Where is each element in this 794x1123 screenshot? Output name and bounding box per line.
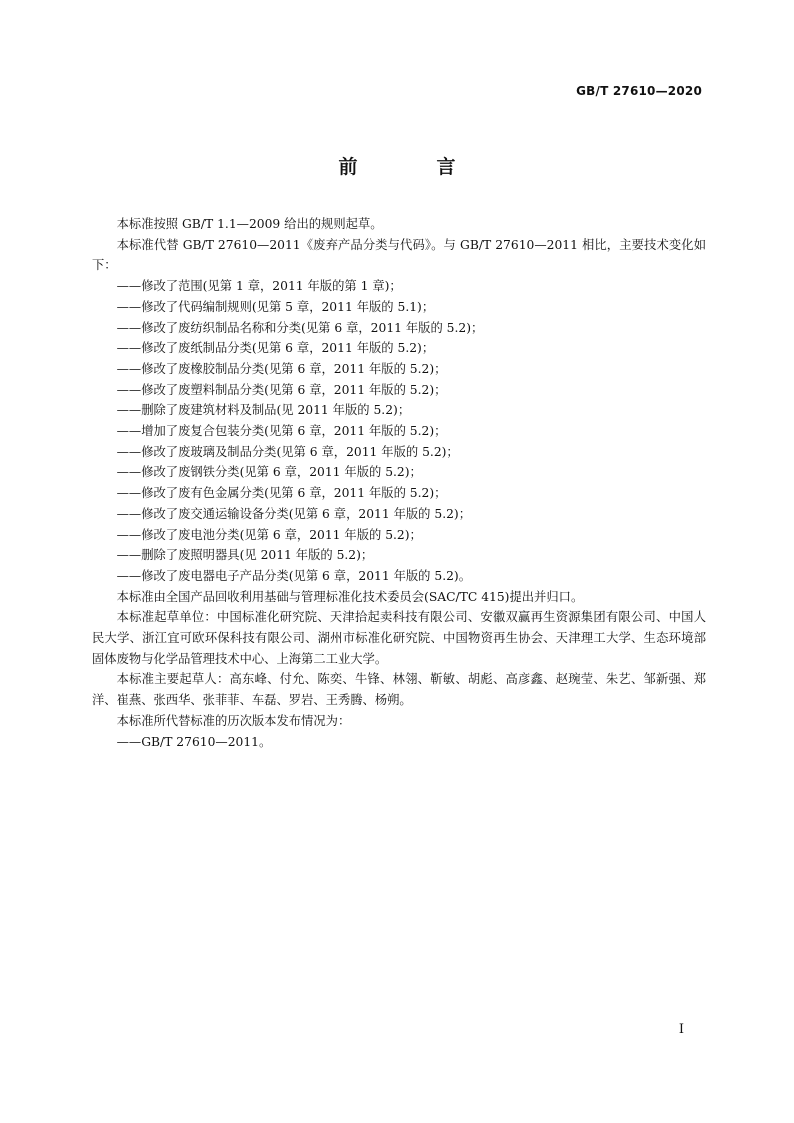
list-item: ——修改了废橡胶制品分类(见第 6 章，2011 年版的 5.2)； (116, 361, 447, 376)
foreword-body (92, 214, 706, 752)
paragraph-proposer: 本标准由全国产品回收利用基础与管理标准化技术委员会(SAC/TC 415)提出并归口。 (116, 589, 584, 604)
list-item: ——删除了废建筑材料及制品(见 2011 年版的 5.2)； (116, 403, 411, 418)
list-item: ——增加了废复合包装分类(见第 6 章，2011 年版的 5.2)； (116, 424, 447, 439)
list-item: ——GB/T 27610—2011。 (116, 734, 272, 749)
list-item: ——修改了废塑料制品分类(见第 6 章，2011 年版的 5.2)； (116, 382, 447, 397)
standard-code: GB/T 27610—2020 (576, 84, 702, 98)
list-item: ——修改了代码编制规则(见第 5 章，2011 年版的 5.1)； (116, 299, 435, 314)
list-item: ——修改了废纸制品分类(见第 6 章，2011 年版的 5.2)； (116, 341, 435, 356)
page-number: I (678, 1022, 684, 1037)
list-item: ——修改了废纺织制品名称和分类(见第 6 章，2011 年版的 5.2)； (116, 320, 484, 335)
list-item: ——修改了废交通运输设备分类(见第 6 章，2011 年版的 5.2)； (116, 506, 472, 521)
paragraph-history: 本标准所代替标准的历次版本发布情况为： (116, 713, 351, 728)
history-list (92, 732, 706, 753)
list-item: ——修改了废有色金属分类(见第 6 章，2011 年版的 5.2)； (116, 486, 447, 501)
list-item: ——修改了废钢铁分类(见第 6 章，2011 年版的 5.2)； (116, 465, 422, 480)
list-item: ——修改了废电池分类(见第 6 章，2011 年版的 5.2)； (116, 527, 422, 542)
list-item: ——修改了范围(见第 1 章，2011 年版的第 1 章)； (116, 279, 402, 294)
paragraph-drafting-rules: 本标准按照 GB/T 1.1—2009 给出的规则起草。 (116, 217, 383, 231)
paragraph-replacement: 本标准代替 GB/T 27610—2011《废弃产品分类与代码》。与 GB/T 27610—2011 相比，主要技术变化如下： (92, 237, 706, 273)
page-title: 前 言 (338, 156, 486, 178)
paragraph-drafters: 本标准主要起草人：高东峰、付允、陈奕、牛锋、林翎、靳敏、胡彪、高彦鑫、赵琬莹、朱艺、邹新强、郑洋、崔燕、张西华、张菲菲、车磊、罗岩、王秀腾、杨朔。 (92, 672, 706, 708)
change-list (92, 276, 706, 587)
paragraph-drafting-units: 本标准起草单位：中国标准化研究院、天津拾起卖科技有限公司、安徽双赢再生资源集团有限公司、中国人民大学、浙江宜可欧环保科技有限公司、湖州市标准化研究院、中国物资再生协会、天津理工大学、生态环境部固体废物与化学品管理技术中心、上海第二工业大学。 (92, 610, 706, 666)
list-item: ——修改了废电器电子产品分类(见第 6 章，2011 年版的 5.2)。 (116, 568, 472, 583)
list-item: ——修改了废玻璃及制品分类(见第 6 章，2011 年版的 5.2)； (116, 444, 459, 459)
list-item: ——删除了废照明器具(见 2011 年版的 5.2)； (116, 548, 374, 563)
